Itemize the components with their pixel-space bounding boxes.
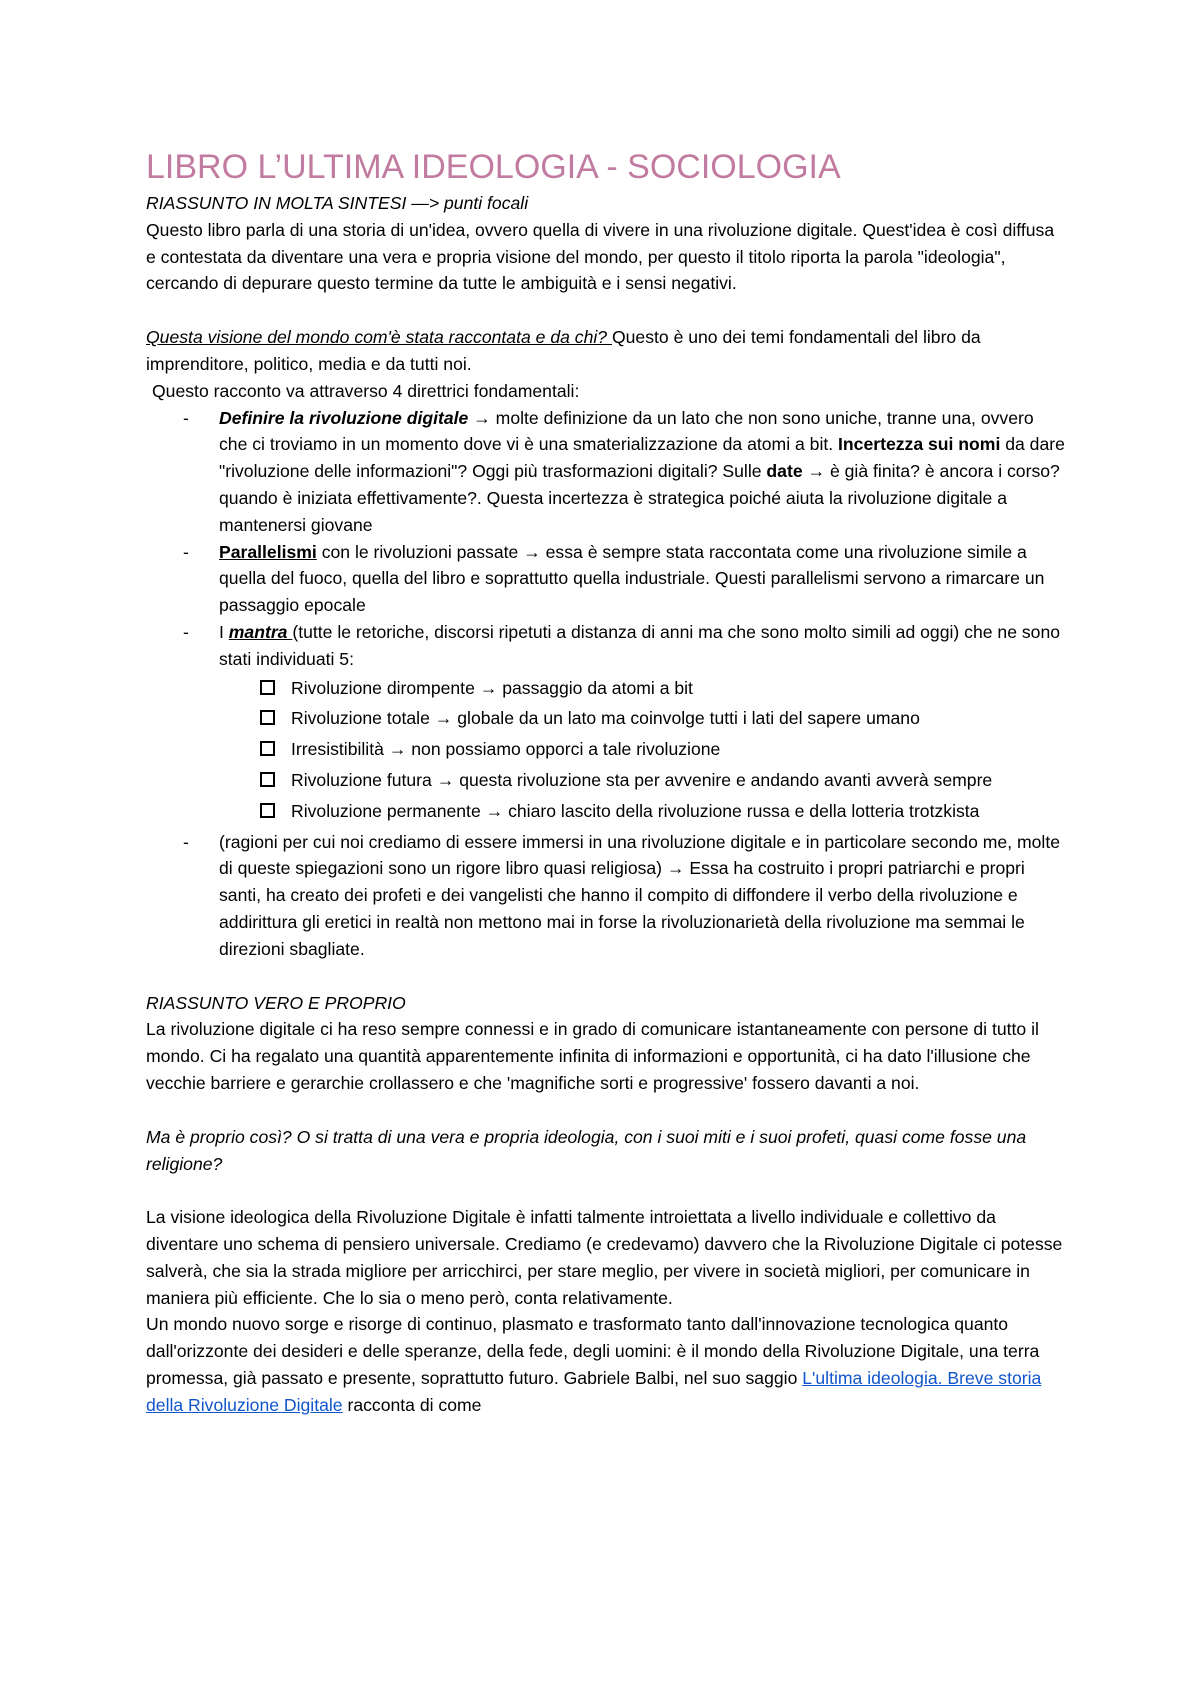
bold-term: mantra: [228, 621, 293, 642]
list-item: [146, 829, 1066, 963]
page-title: LIBRO L’ULTIMA IDEOLOGIA - SOCIOLOGIA: [146, 148, 841, 186]
item-text: (tutte le retoriche, discorsi ripetuti a distanza di anni ma che sono molto simili ad oggi) che ne sono stati individuati 5:: [219, 621, 1061, 669]
checkbox[interactable]: [260, 803, 275, 818]
checklist-text: Irresistibilità → non possiamo opporci a tale rivoluzione: [291, 739, 721, 760]
list-item: [146, 539, 1066, 619]
item-text: con le rivoluzioni passate → essa è sempre stata raccontata come una rivoluzione simile a quella del fuoco, quella del libro e soprattutto quella industriale. Questi parallelismi servono a rimarcare un passaggio epocale: [219, 541, 1045, 616]
spacer: [146, 1097, 1066, 1124]
dash-bullet: -: [183, 621, 189, 642]
directrices-list: [146, 405, 1066, 673]
checklist-item: [146, 798, 1066, 825]
directrices-intro: Questo racconto va attraverso 4 direttrici fondamentali:: [152, 380, 580, 401]
bold-term: Incertezza sui nomi: [838, 434, 1001, 455]
checkbox[interactable]: [260, 710, 275, 725]
summary-paragraph: La visione ideologica della Rivoluzione Digitale è infatti talmente introiettata a livello individuale e collettivo da diventare uno schema di pensiero universale. Crediamo (e credevamo) davvero che la Rivoluzione Digitale ci potesse salverà, che sia la strada migliore per arricchirci, per stare meglio, per vivere in società migliori, per comunicare in maniera più efficiente. Che lo sia o meno però, conta relativamente.: [146, 1207, 1063, 1308]
item-text: → molte definizione da un lato che non sono uniche, tranne una, ovvero che ci troviamo in un momento dove vi è una smaterializzazione da atomi a bit.: [219, 407, 1034, 455]
directrices-list-cont: [146, 829, 1066, 963]
item-text: da dare "rivoluzione delle informazioni"? Oggi più trasformazioni digitali? Sulle: [219, 434, 1065, 482]
spacer: [146, 297, 1066, 324]
intro-paragraph: Questo libro parla di una storia di un'idea, ovvero quella di vivere in una rivoluzione digitale. Quest'idea è così diffusa e contestata da diventare una vera e propria visione del mondo, per questo il titolo riporta la parola "ideologia", cercando di depurare questo termine da tutte le ambiguità e i sensi negativi.: [146, 219, 1055, 294]
subtitle: RIASSUNTO IN MOLTA SINTESI —> punti focali: [146, 193, 529, 213]
checkbox[interactable]: [260, 772, 275, 787]
checklist-item: [146, 736, 1066, 763]
spacer: [146, 963, 1066, 990]
checklist-text: Rivoluzione futura → questa rivoluzione sta per avvenire e andando avanti avverà sempre: [291, 769, 993, 790]
dash-bullet: -: [183, 541, 189, 562]
question-rest: Questo è uno dei temi fondamentali del libro da imprenditore, politico, media e da tutti noi.: [146, 327, 981, 374]
bold-term: date: [766, 461, 803, 482]
item-text: → è già finita? è ancora i corso? quando è iniziata effettivamente?. Questa incertezza è strategica poiché aiuta la rivoluzione digitale a mantenersi giovane: [219, 461, 1060, 535]
dash-bullet: -: [183, 407, 189, 428]
question-paragraph-2: Ma è proprio così? O si tratta di una vera e propria ideologia, con i suoi miti e i suoi profeti, quasi come fosse una religione?: [146, 1126, 1027, 1174]
dash-bullet: -: [183, 831, 189, 852]
summary-paragraph: La rivoluzione digitale ci ha reso sempre connessi e in grado di comunicare istantaneamente con persone di tutto il mondo. Ci ha regalato una quantità apparentemente infinita di informazioni e opportunità, ci ha dato l'illusione che vecchie barriere e gerarchie crollassero e che 'magnifiche sorti e progressive' fossero davanti a noi.: [146, 1019, 1039, 1093]
paragraph-text: racconta di come: [342, 1394, 482, 1415]
checklist-text: Rivoluzione dirompente → passaggio da atomi a bit: [291, 677, 693, 698]
bold-term: Parallelismi: [219, 541, 317, 562]
checklist-text: Rivoluzione permanente → chiaro lascito della rivoluzione russa e della lotteria trotzkista: [291, 800, 980, 821]
bold-term: Definire la rivoluzione digitale: [219, 407, 469, 428]
item-text: (ragioni per cui noi crediamo di essere immersi in una rivoluzione digitale e in particolare secondo me, molte di queste spiegazioni sono un rigore libro quasi religiosa) → Essa ha costruito i propri patriarchi e propri santi, ha creato dei profeti e dei vangelisti che hanno il compito di diffondere il verbo della rivoluzione e addirittura gli eretici in realtà non mettono mai in forse la rivoluzionarietà della rivoluzione ma semmai le direzioni sbagliate.: [219, 831, 1060, 959]
mantra-checklist: [146, 673, 1066, 825]
list-item: [146, 405, 1066, 539]
question-paragraph: [146, 324, 1066, 378]
checklist-text: Rivoluzione totale → globale da un lato ma coinvolge tutti i lati del sapere umano: [291, 708, 920, 729]
checkbox[interactable]: [260, 741, 275, 756]
document-body: [146, 146, 1066, 1419]
paragraph-text: Un mondo nuovo sorge e risorge di continuo, plasmato e trasformato tanto dall'innovazione tecnologica quanto dall'orizzonte dei desideri e delle speranze, della fede, degli uomini: è il mondo della Rivoluzione Digitale, una terra promessa, già passato e presente, soprattutto futuro. Gabriele Balbi, nel suo saggio: [146, 1314, 1040, 1389]
checklist-item: [146, 705, 1066, 732]
section-heading: RIASSUNTO VERO E PROPRIO: [146, 992, 406, 1013]
summary-paragraph: [146, 1311, 1066, 1418]
list-item: [146, 619, 1066, 673]
checkbox[interactable]: [260, 680, 275, 695]
spacer: [146, 1177, 1066, 1204]
question-underlined: Questa visione del mondo com'è stata raccontata e da chi?: [146, 327, 612, 348]
checklist-item: [146, 767, 1066, 794]
book-link[interactable]: L'ultima ideologia. Breve storia della Rivoluzione Digitale: [146, 1368, 1042, 1415]
checklist-item: [146, 675, 1066, 702]
item-text: I: [219, 621, 229, 642]
